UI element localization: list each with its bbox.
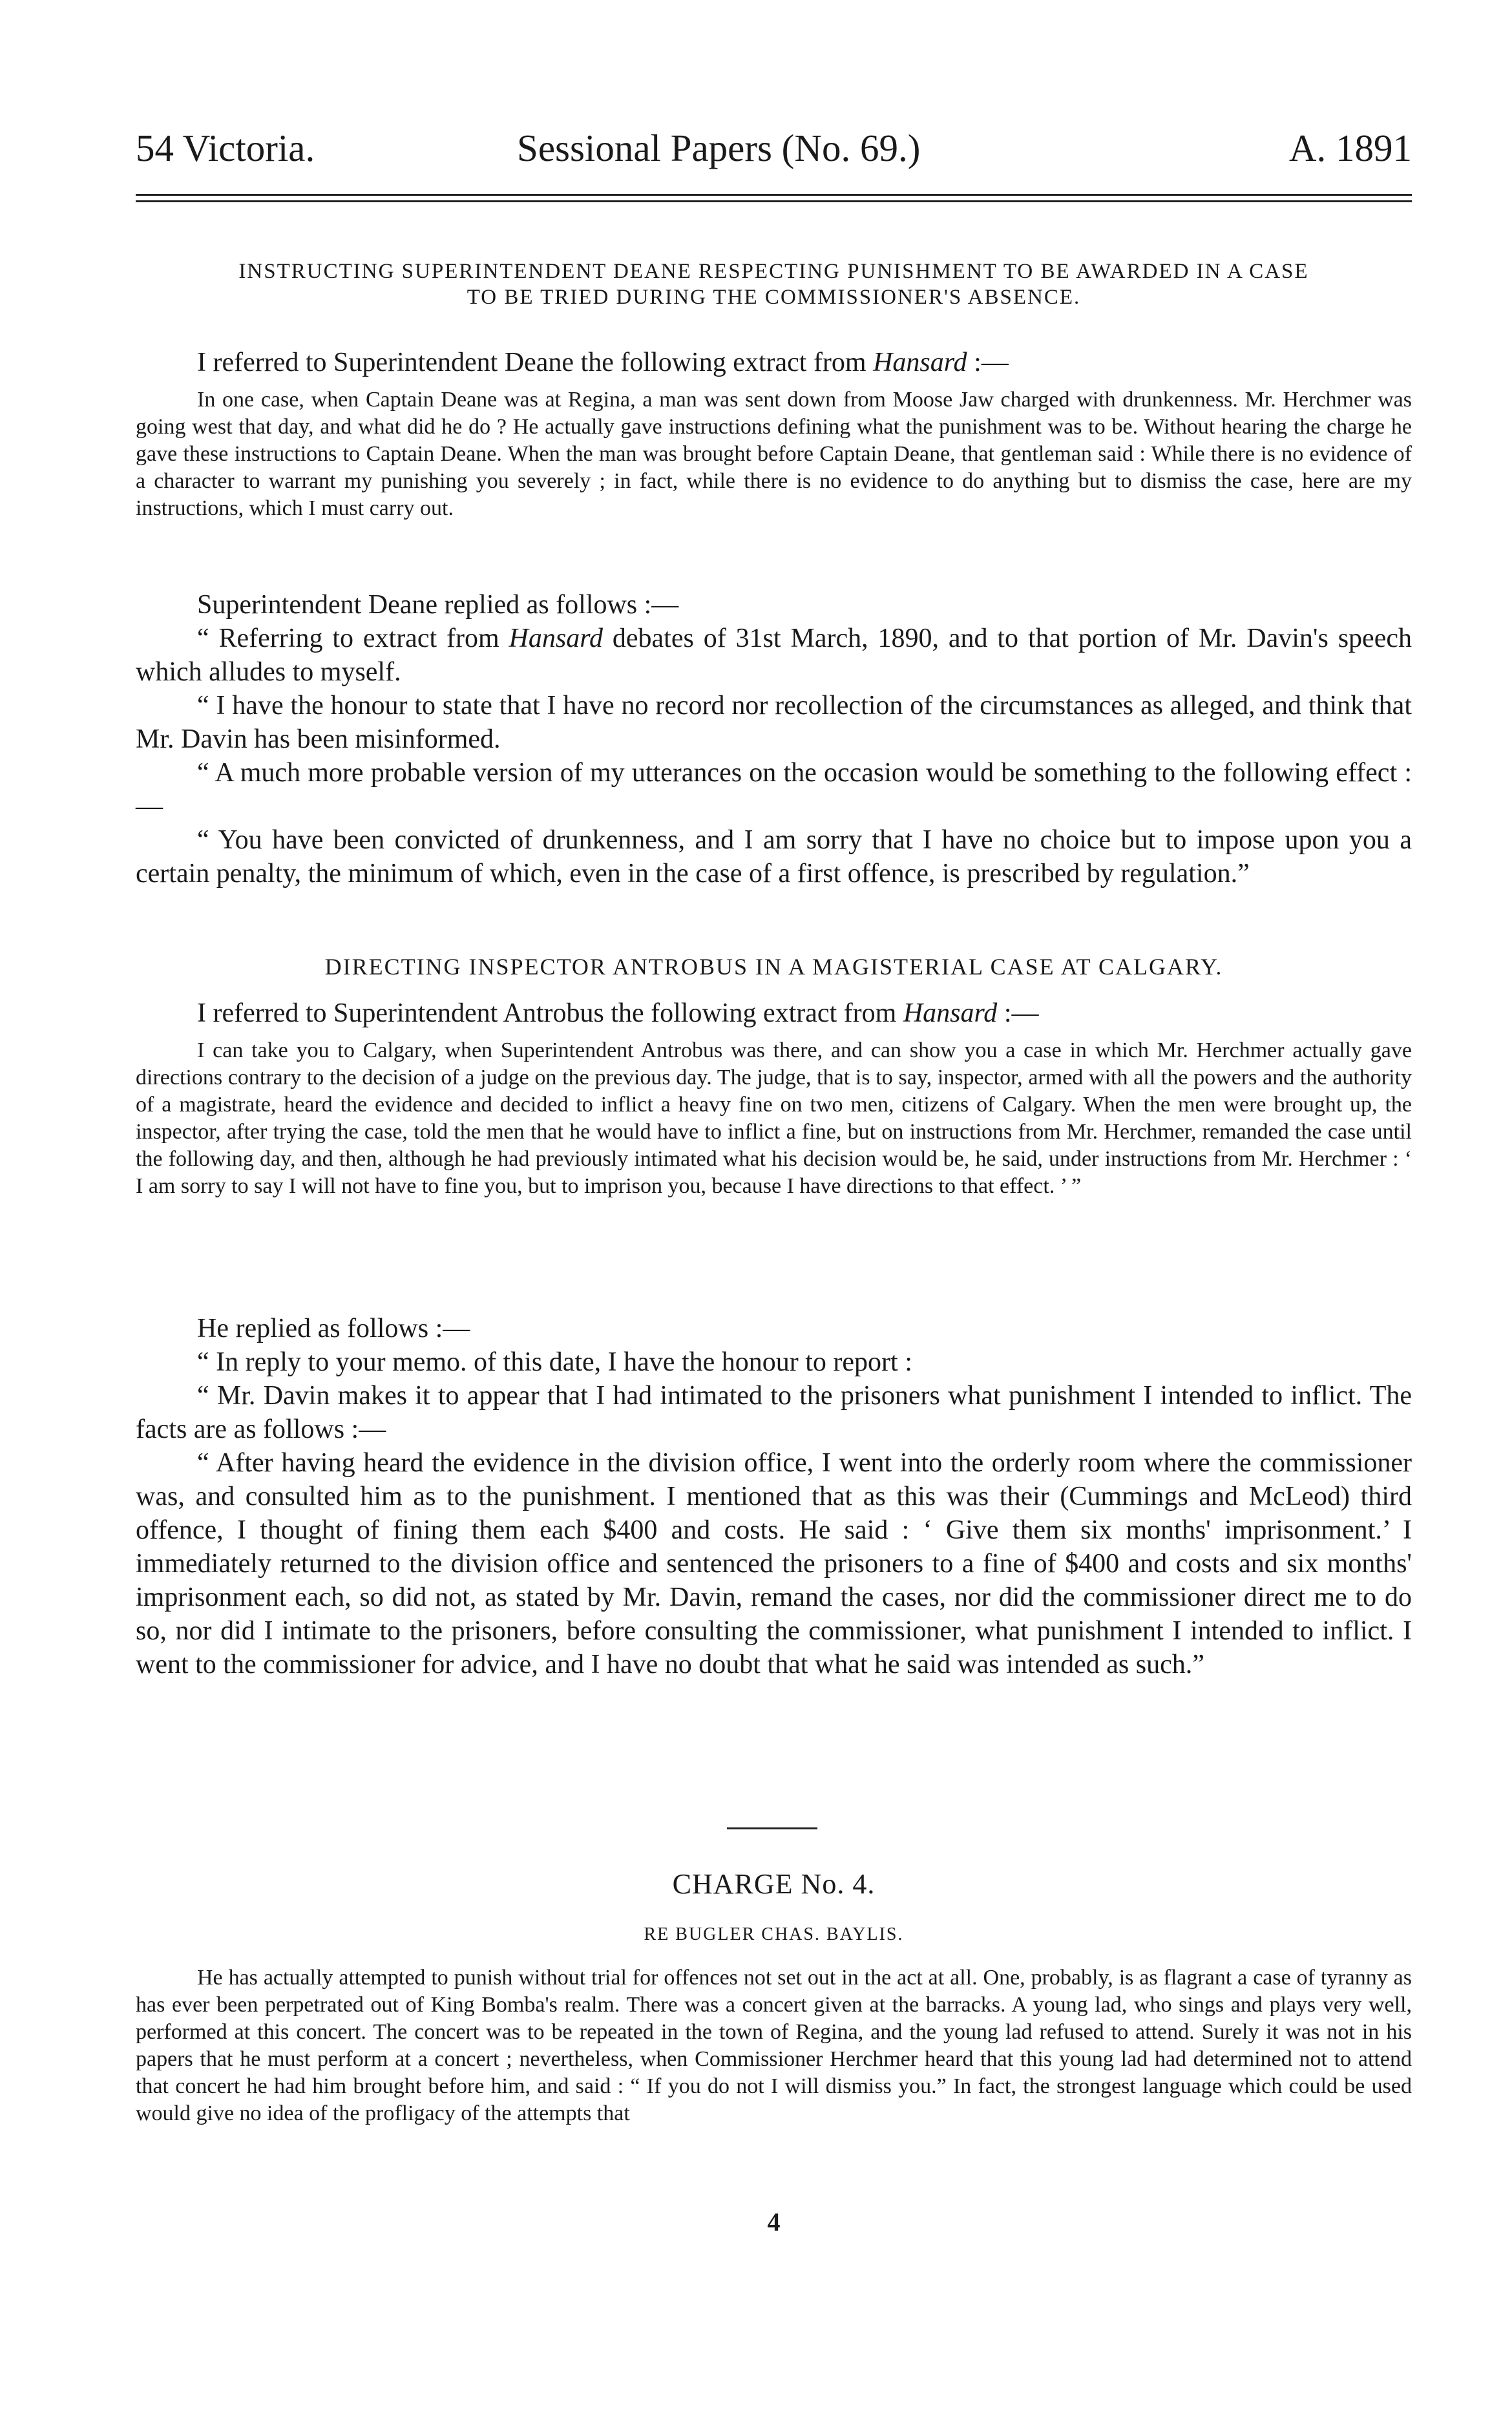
section2-reply-p1: “ In reply to your memo. of this date, I have the honour to report : [197,1347,912,1377]
section2-intro [136,996,1412,1030]
running-header [136,126,1412,178]
section1-reply [136,588,1412,890]
section1-reply-p1: “ Referring to extract from Hansard debates of 31st March, 1890, and to that portion of Mr. Davin's speech which alludes to myself. [136,624,1412,687]
charge-title: CHARGE No. 4. [672,1868,876,1900]
section2-quote: I can take you to Calgary, when Superintendent Antrobus was there, and can show you a case in which Mr. Herchmer actually gave directions contrary to the decision of a judge on the previous day. The judge, that is to say, inspector, armed with all the powers and the authority of a magistrate, heard the evidence and decided to inflict a heavy fine on two men, citizens of Calgary. When the men were brought up, the inspector, after trying the case, told the men that he would have to inflict a fine, but on instructions from Mr. Herchmer, remanded the case until the following day, and then, although he had previously intimated what his decision would be, he said, under instructions from Mr. Herchmer : ‘ I am sorry to say I will not have to fine you, but to imprison you, because I have directions to that effect. ’ ” [136,1038,1412,1198]
section2-reply-p2: “ Mr. Davin makes it to appear that I had intimated to the prisoners what punishment I intended to inflict. The facts are as follows :— [136,1381,1412,1444]
section1-heading-line2: TO BE TRIED DURING THE COMMISSIONER'S ABSENCE. [467,286,1081,309]
section1-intro-source: Hansard [873,348,967,377]
header-right: A. 1891 [1288,127,1412,169]
header-left: 54 Victoria. [136,127,315,169]
header-center: Sessional Papers (No. 69.) [517,127,921,169]
charge-body: He has actually attempted to punish without trial for offences not set out in the act at all. One, probably, is as flagrant a case of tyranny as has ever been perpetrated out of King Bomba's realm. There was a concert given at the barracks. A young lad, who sings and plays very well, performed at this concert. The concert was to be repeated in the town of Regina, and the young lad refused to attend. Surely it was not in his papers that he must perform at a concert ; nevertheless, when Commissioner Herchmer heard that this young lad had determined not to attend that concert he had him brought before him, and said : “ If you do not I will dismiss you.” In fact, the strongest language which could be used would give no idea of the profligacy of the attempts that [136,1966,1412,2125]
section1-heading-line1: INSTRUCTING SUPERINTENDENT DEANE RESPECTING PUNISHMENT TO BE AWARDED IN A CASE [238,260,1309,283]
header-rule-bottom [136,200,1412,202]
section2-intro-end: :— [997,998,1039,1028]
section1-reply-p3: “ A much more probable version of my utterances on the occasion would be something to the following effect :— [136,758,1412,821]
section1-intro-end: :— [967,348,1009,377]
section1-reply-p2: “ I have the honour to state that I have no record nor recollection of the circumstances as alleged, and think that Mr. Davin has been misinformed. [136,691,1412,754]
page-number: 4 [767,2207,781,2236]
section2-intro-source: Hansard [903,998,998,1028]
section2-heading: DIRECTING INSPECTOR ANTROBUS IN A MAGISTERIAL CASE AT CALGARY. [324,954,1223,980]
section-divider [727,1827,817,1829]
section1-intro [136,346,1412,379]
section2-reply-p3: “ After having heard the evidence in the division office, I went into the orderly room where the commissioner was, and consulted him as to the punishment. I mentioned that as this was their (Cummings and McLeod) third offence, I thought of fining them each $400 and costs. He said : ‘ Give them six months' imprisonment.’ I immediately returned to the division office and sentenced the prisoners to a fine of $400 and costs and six months' imprisonment each, so did not, as stated by Mr. Davin, remand the cases, nor did the commissioner direct me to do so, nor did I intimate to the prisoners, before consulting the commissioner, what punishment I intended to inflict. I went to the commissioner for advice, and I have no doubt that what he said was intended as such.” [136,1448,1412,1679]
section1-reply-intro: Superintendent Deane replied as follows :— [197,590,679,620]
section1-intro-text: I referred to Superintendent Deane the following extract from [197,348,874,377]
section1-quote: In one case, when Captain Deane was at Regina, a man was sent down from Moose Jaw charged with drunkenness. Mr. Herchmer was going west that day, and what did he do ? He actually gave instructions defining what the punishment was to be. Without hearing the charge he gave these instructions to Captain Deane. When the man was brought before Captain Deane, that gentleman said : While there is no evidence of a character to warrant my punishing you severely ; in fact, while there is no evidence to do anything but to dismiss the case, here are my instructions, which I must carry out. [136,388,1412,520]
header-rule-top [136,194,1412,196]
section1-reply-p4: “ You have been convicted of drunkenness, and I am sorry that I have no choice but to impose upon you a certain penalty, the minimum of which, even in the case of a first offence, is prescribed by regulation.” [136,825,1412,889]
section2-reply [136,1312,1412,1681]
charge-subtitle: RE BUGLER CHAS. BAYLIS. [644,1924,904,1944]
section2-intro-text: I referred to Superintendent Antrobus the following extract from [197,998,903,1028]
section1-heading [136,258,1412,310]
section2-reply-intro: He replied as follows :— [197,1314,470,1343]
